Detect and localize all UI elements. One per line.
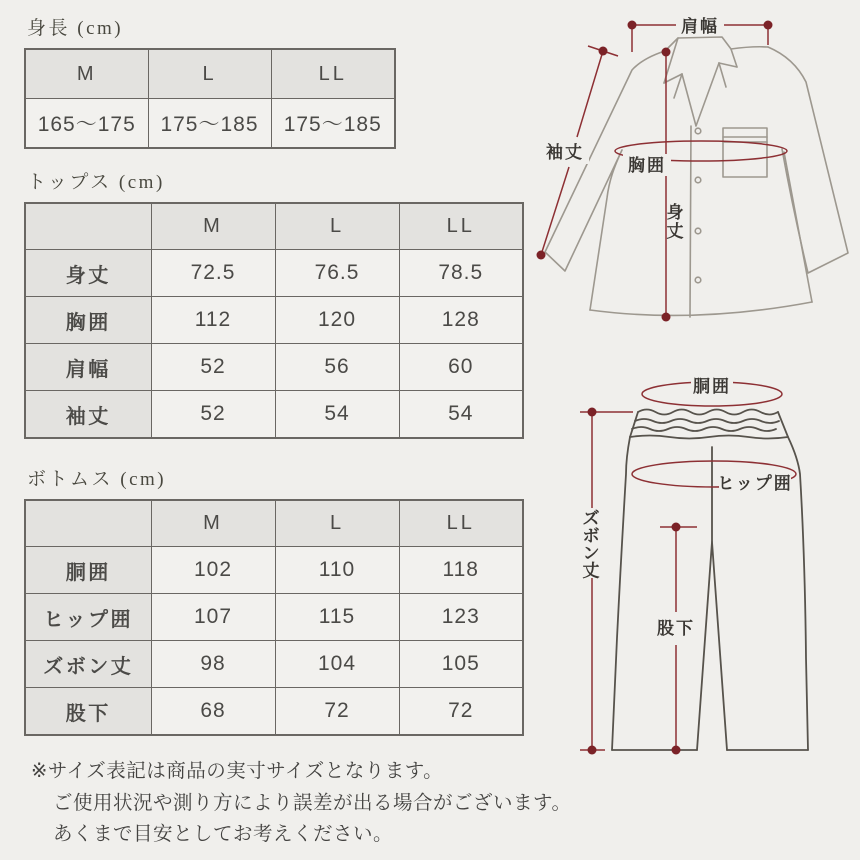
tops-section-title: トップス (cm): [27, 172, 165, 193]
inseam-label: 股下: [657, 619, 695, 638]
table-row: [25, 641, 523, 688]
cell-value: 60: [399, 344, 523, 391]
height-section-title: 身長 (cm): [27, 18, 124, 39]
cell-value: 110: [275, 547, 399, 594]
height-table-header-row: [25, 49, 395, 99]
tops-row-label-chest: 胸囲: [25, 297, 151, 344]
height-value-ll: 175〜185: [271, 99, 395, 149]
bottoms-table: [24, 499, 524, 736]
bottoms-row-label-waist: 胴囲: [25, 547, 151, 594]
height-table: [24, 48, 396, 149]
table-row: [25, 547, 523, 594]
jacket-measurement-diagram: [525, 5, 860, 335]
cell-value: 107: [151, 594, 275, 641]
cell-value: 123: [399, 594, 523, 641]
cell-value: 118: [399, 547, 523, 594]
table-row: [25, 250, 523, 297]
jacket-outline-drawing: [545, 37, 848, 317]
pants-measure-dots: [588, 408, 681, 755]
height-table-value-row: [25, 99, 395, 149]
cell-value: 102: [151, 547, 275, 594]
waist-girth-label: 胴囲: [693, 377, 731, 396]
cell-value: 104: [275, 641, 399, 688]
tops-row-label-sleeve: 袖丈: [25, 391, 151, 439]
hip-girth-label: ヒップ囲: [717, 474, 793, 493]
bottoms-col-ll: LL: [399, 500, 523, 547]
tops-col-m: M: [151, 203, 275, 250]
table-row: [25, 688, 523, 736]
table-row: [25, 344, 523, 391]
cell-value: 56: [275, 344, 399, 391]
cell-value: 72: [275, 688, 399, 736]
cell-value: 54: [399, 391, 523, 439]
cell-value: 72: [399, 688, 523, 736]
bottoms-col-m: M: [151, 500, 275, 547]
cell-value: 76.5: [275, 250, 399, 297]
tops-row-label-shoulder: 肩幅: [25, 344, 151, 391]
tops-corner-cell: [25, 203, 151, 250]
body-length-label: 身丈: [666, 203, 686, 241]
height-value-m: 165〜175: [25, 99, 148, 149]
bottoms-table-header-row: [25, 500, 523, 547]
shoulder-width-label: 肩幅: [681, 17, 719, 36]
bottoms-row-label-inseam: 股下: [25, 688, 151, 736]
bottoms-row-label-pants-length: ズボン丈: [25, 641, 151, 688]
bottoms-row-label-hip: ヒップ囲: [25, 594, 151, 641]
pants-measure-lines: [580, 382, 796, 750]
bottoms-col-l: L: [275, 500, 399, 547]
table-row: [25, 594, 523, 641]
note-line-1: ※サイズ表記は商品の実寸サイズとなります。: [31, 760, 444, 782]
cell-value: 78.5: [399, 250, 523, 297]
pants-measure-labels: [582, 377, 793, 639]
jacket-measure-labels: [541, 16, 719, 243]
cell-value: 54: [275, 391, 399, 439]
height-col-m: M: [25, 49, 148, 99]
tops-col-ll: LL: [399, 203, 523, 250]
note-line-3: あくまで目安としてお考えください。: [53, 823, 394, 845]
tops-table: [24, 202, 524, 439]
height-col-ll: LL: [271, 49, 395, 99]
cell-value: 68: [151, 688, 275, 736]
height-col-l: L: [148, 49, 271, 99]
size-disclaimer-note: [31, 756, 571, 851]
cell-value: 128: [399, 297, 523, 344]
cell-value: 52: [151, 391, 275, 439]
bottoms-section-title: ボトムス (cm): [27, 469, 167, 490]
cell-value: 105: [399, 641, 523, 688]
cell-value: 98: [151, 641, 275, 688]
table-row: [25, 391, 523, 439]
pants-measurement-diagram: [555, 358, 855, 793]
tops-row-label-body-length: 身丈: [25, 250, 151, 297]
tops-col-l: L: [275, 203, 399, 250]
table-row: [25, 297, 523, 344]
tops-table-header-row: [25, 203, 523, 250]
pants-length-label: ズボン丈: [582, 509, 602, 581]
sleeve-length-label: 袖丈: [546, 143, 584, 162]
chest-girth-label: 胸囲: [628, 156, 666, 175]
cell-value: 120: [275, 297, 399, 344]
cell-value: 52: [151, 344, 275, 391]
bottoms-corner-cell: [25, 500, 151, 547]
cell-value: 112: [151, 297, 275, 344]
note-line-2: ご使用状況や測り方により誤差が出る場合がございます。: [53, 791, 572, 814]
cell-value: 115: [275, 594, 399, 641]
height-value-l: 175〜185: [148, 99, 271, 149]
cell-value: 72.5: [151, 250, 275, 297]
